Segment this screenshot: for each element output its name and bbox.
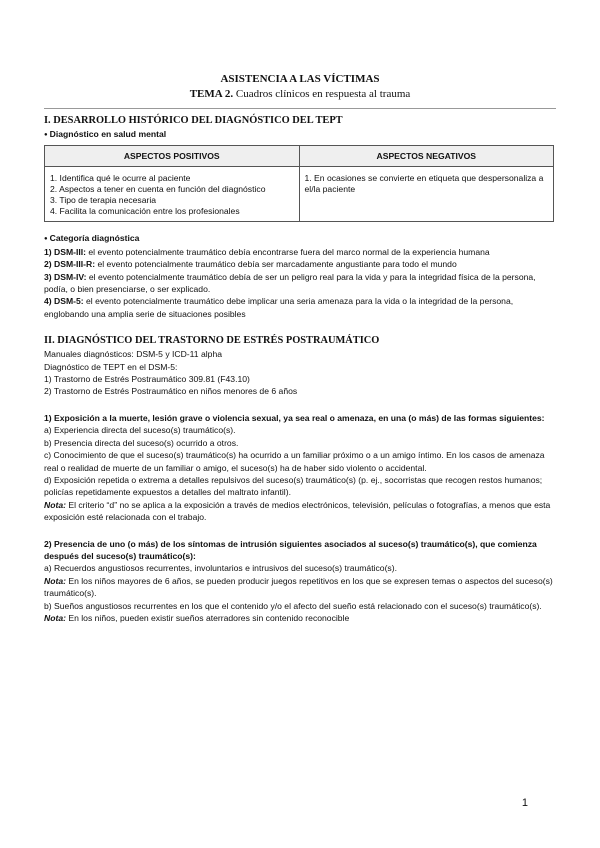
positive-item: 2. Aspectos a tener en cuenta en función del diagnóstico [50, 184, 266, 195]
dsm-label: 2) DSM-III-R: [44, 259, 96, 270]
course-title: ASISTENCIA A LAS VÍCTIMAS [220, 73, 380, 85]
criterion-1-title: 1) Exposición a la muerte, lesión grave o violencia sexual, ya sea real o amenaza, en una (o más) de las formas siguientes: [44, 412, 545, 423]
page-number: 1 [521, 797, 528, 809]
positive-item: 3. Tipo de terapia necesaria [50, 195, 157, 206]
aspects-negative-cell [299, 167, 554, 222]
intro-line: Diagnóstico de TEPT en el DSM-5: [44, 361, 178, 372]
criterion-2-title: 2) Presencia de uno (o más) de los síntomas de intrusión siguientes asociados al suceso(s) traumático(s), que comienza después del suceso(s) traumático(s): [44, 538, 537, 561]
note-text: En los niños mayores de 6 años, se pueden producir juegos repetitivos en los que se expresen temas o aspectos del suceso(s) traumático(s). [44, 575, 553, 599]
note-text: El criterio “d” no se aplica a la exposición a través de medios electrónicos, televisión, películas o fotografías, a menos que esta exposición esté relacionada con el trabajo. [44, 499, 551, 523]
criterion-2-note-1 [44, 575, 554, 600]
negative-item: 1. En ocasiones se convierte en etiqueta que despersonaliza a el/la paciente [304, 173, 544, 195]
aspects-positive-cell [45, 167, 300, 222]
dsm-label: 1) DSM-III: [44, 246, 87, 257]
topic-label: TEMA 2. [189, 88, 234, 100]
document-header [0, 72, 600, 102]
section-2-heading: II. DIAGNÓSTICO DEL TRASTORNO DE ESTRÉS POSTRAUMÁTICO [44, 335, 380, 347]
bullet-categoria: ● Categoría diagnóstica [44, 232, 554, 245]
dsm-text: el evento potencialmente traumático debe implicar una seria amenaza para la vida o la integridad de la persona, englobando una amplia serie de situaciones posibles [44, 296, 514, 319]
dsm-item [44, 246, 554, 258]
intro-line: 1) Trastorno de Estrés Postraumático 309.81 (F43.10) [44, 374, 250, 385]
topic-text: Cuadros clínicos en respuesta al trauma [233, 88, 411, 100]
dsm-text: el evento potencialmente traumático debía ser marcadamente angustiante para todo el mundo [95, 259, 457, 270]
positive-item: 1. Identifica qué le ocurre al paciente [50, 173, 191, 184]
criterion-1-d: d) Exposición repetida o extrema a detalles repulsivos del suceso(s) traumático(s) (p. ej., socorristas que recogen restos humanos; policías repetidamente expuestos a detalles del maltrato infantil). [44, 474, 543, 498]
aspects-table [44, 145, 554, 222]
bullet-diagnostico: ● Diagnóstico en salud mental [44, 128, 554, 141]
dsm-label: 3) DSM-IV: [44, 271, 87, 282]
section-1-heading: I. DESARROLLO HISTÓRICO DEL DIAGNÓSTICO DEL TEPT [44, 115, 343, 126]
dsm-item [44, 295, 554, 320]
dsm-text: el evento potencialmente traumático debía de ser un peligro real para la vida y para la integridad física de la persona, podía, o bien presenciarse, o ser explicado. [44, 271, 536, 295]
criterion-2-note-2 [44, 612, 554, 624]
header-divider [44, 108, 556, 109]
aspects-negative-header: ASPECTOS NEGATIVOS [299, 146, 554, 167]
criterion-1-c: c) Conocimiento de que el suceso(s) traumático(s) ha ocurrido a un familiar próximo o a un amigo íntimo. En los casos de amenaza real o realidad de muerte de un familiar o amigo, el suceso(s) ha de haber sido violento o accidental. [44, 450, 545, 473]
intro-line: 2) Trastorno de Estrés Postraumático en niños menores de 6 años [44, 386, 298, 397]
criterion-2-b: b) Sueños angustiosos recurrentes en los que el contenido y/o el afecto del sueño está relacionado con el suceso(s) traumático(s). [44, 600, 542, 611]
note-label: Nota: [44, 575, 66, 586]
dsm-item [44, 258, 554, 270]
dsm-label: 4) DSM-5: [44, 296, 84, 307]
dsm-item [44, 271, 554, 296]
note-label: Nota: [44, 612, 66, 623]
aspects-positive-header: ASPECTOS POSITIVOS [45, 146, 300, 167]
note-label: Nota: [44, 499, 66, 510]
note-text: En los niños, pueden existir sueños aterradores sin contenido reconocible [65, 612, 350, 623]
topic-title [0, 87, 600, 102]
criterion-1-note [44, 499, 554, 524]
document-body [44, 114, 554, 624]
dsm-text: el evento potencialmente traumático debía encontrarse fuera del marco normal de la experiencia humana [86, 246, 490, 257]
criterion-1-b: b) Presencia directa del suceso(s) ocurrido a otros. [44, 437, 239, 448]
criterion-2-a: a) Recuerdos angustiosos recurrentes, involuntarios e intrusivos del suceso(s) traumático(s). [44, 563, 397, 574]
positive-item: 4. Facilita la comunicación entre los profesionales [50, 206, 240, 217]
criterion-1-a: a) Experiencia directa del suceso(s) traumático(s). [44, 425, 236, 436]
intro-line: Manuales diagnósticos: DSM-5 y ICD-11 alpha [44, 349, 223, 360]
